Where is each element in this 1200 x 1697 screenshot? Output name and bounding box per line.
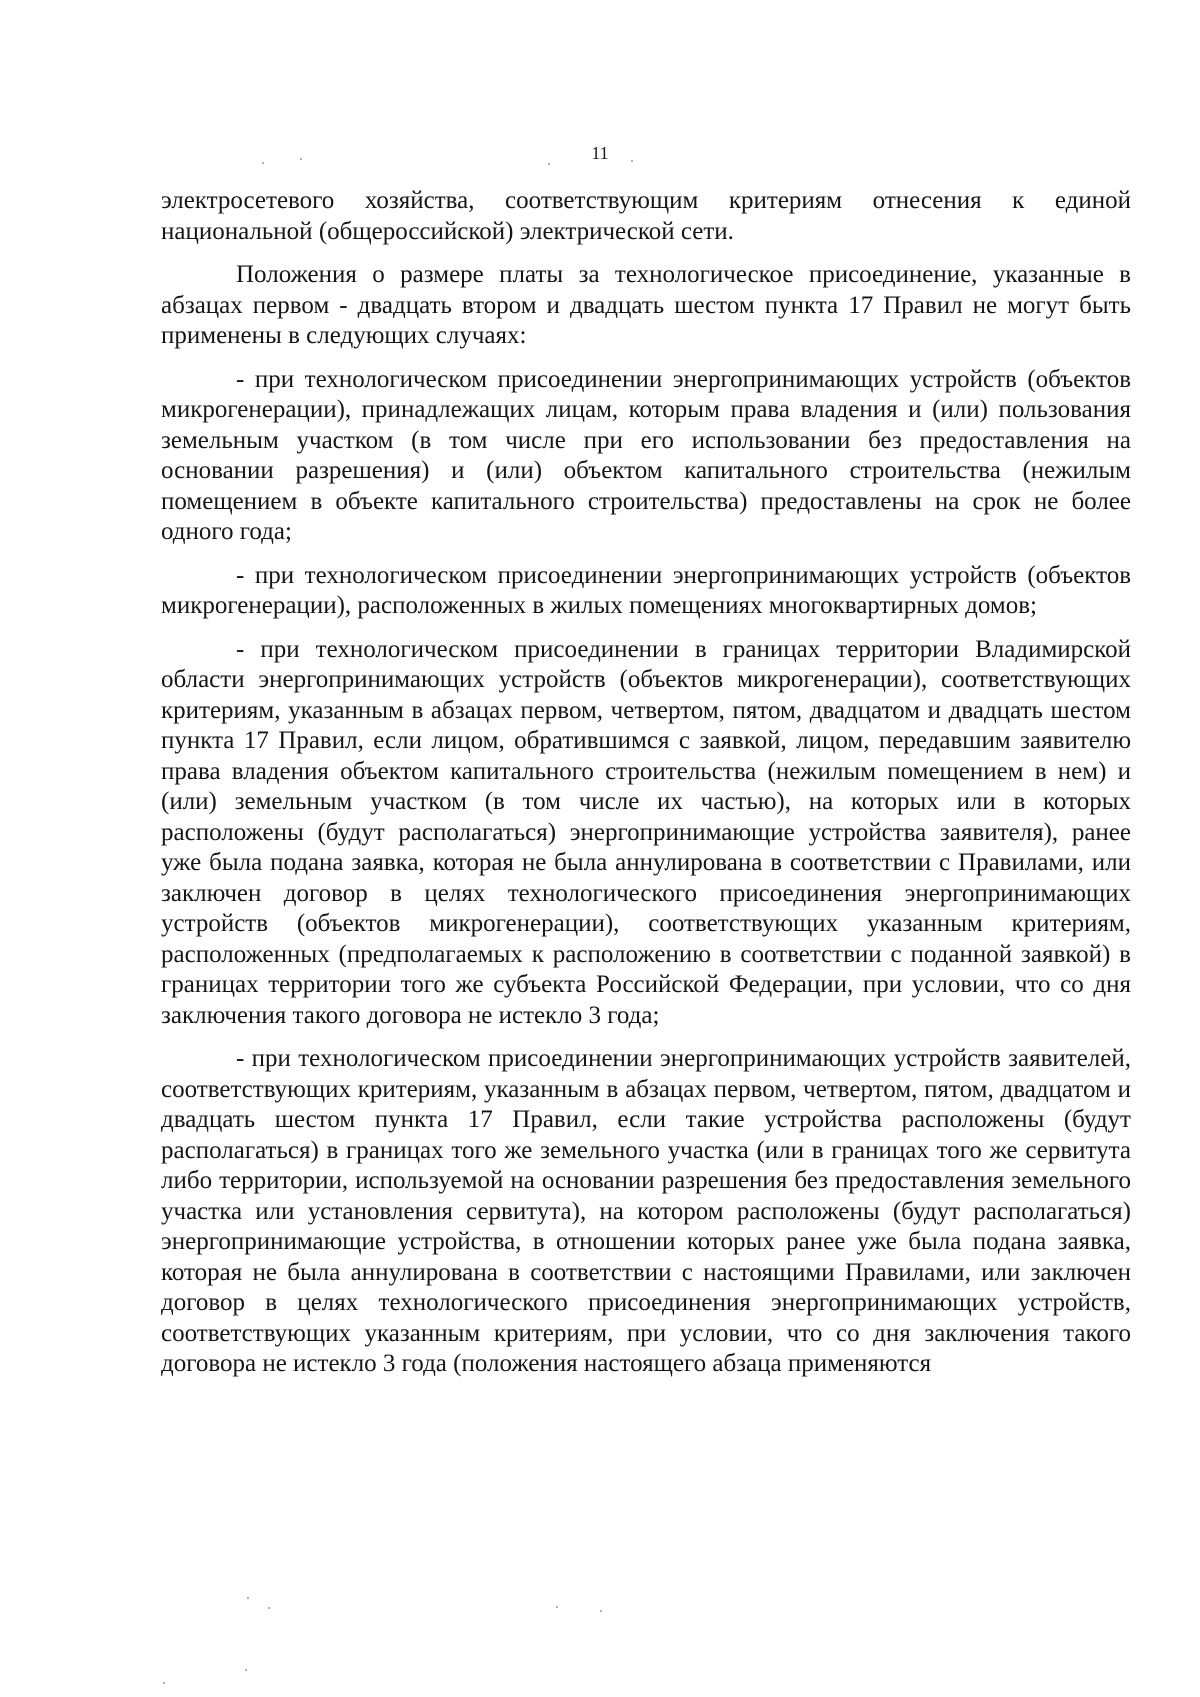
scan-speck bbox=[556, 1606, 558, 1608]
document-body bbox=[161, 186, 1131, 1393]
scan-speck bbox=[247, 1597, 249, 1599]
scan-speck bbox=[600, 1610, 602, 1612]
paragraph-provisions-intro: Положения о размере платы за технологическое присоединение, указанные в абзацах первом - двадцать втором и двадцать шестом пункта 17 Правил не могут быть применены в следующих случаях: bbox=[161, 261, 1131, 349]
paragraph-case-vladimir-region: - при технологическом присоединении в границах территории Владимирской области энергопринимающих устройств (объектов микрогенерации), соответствующих критериям, указанным в абзацах первом, четвертом, пятом, двадцатом и двадцать шестом пункта 17 Правил, если лицом, обратившимся с заявкой, лицом, передавшим заявителю права владения объектом капитального строительства (нежилым помещением в нем) и (или) земельным участком (в том числе их частью), на которых или в которых расположены (будут располагаться) энергопринимающие устройства заявителя), ранее уже была подана заявка, которая не была аннулирована в соответствии с Правилами, или заключен договор в целях технологического присоединения энергопринимающих устройств (объектов микрогенерации), соответствующих указанным критериям, расположенных (предполагаемых к расположению в соответствии с поданной заявкой) в границах территории того же субъекта Российской Федерации, при условии, что со дня заключения такого договора не истекло 3 года; bbox=[161, 635, 1131, 1029]
paragraph-case-same-land-plot: - при технологическом присоединении энергопринимающих устройств заявителей, соответствующих критериям, указанным в абзацах первом, четвертом, пятом, двадцатом и двадцать шестом пункта 17 Правил, если такие устройства расположены (будут располагаться) в границах того же земельного участка (или в границах того же сервитута либо территории, используемой на основании разрешения без предоставления земельного участка или установления сервитута), на котором расположены (будут располагаться) энергопринимающие устройства, в отношении которых ранее уже была подана заявка, которая не была аннулирована в соответствии с настоящими Правилами, или заключен договор в целях технологического присоединения энергопринимающих устройств, соответствующих указанным критериям, при условии, что со дня заключения такого договора не истекло 3 года (положения настоящего абзаца применяются bbox=[161, 1045, 1131, 1377]
scan-speck bbox=[631, 160, 633, 162]
scan-speck bbox=[163, 1682, 165, 1684]
scan-speck bbox=[268, 1607, 270, 1609]
paragraph-continuation: электросетевого хозяйства, соответствующим критериям отнесения к единой национальной (общероссийской) электрической сети. bbox=[161, 187, 1131, 245]
page-number: 11 bbox=[591, 143, 609, 163]
scan-speck bbox=[548, 163, 550, 165]
scan-speck bbox=[262, 162, 264, 164]
scan-speck bbox=[300, 158, 302, 160]
scan-speck bbox=[245, 1669, 247, 1671]
paragraph-case-short-term-rights: - при технологическом присоединении энергопринимающих устройств (объектов микрогенерации), принадлежащих лицам, которым права владения и (или) пользования земельным участком (в том числе при его использовании без предоставления на основании разрешения) и (или) объектом капитального строительства (нежилым помещением в объекте капитального строительства) предоставлены на срок не более одного года; bbox=[161, 365, 1131, 545]
paragraph-case-apartment-buildings: - при технологическом присоединении энергопринимающих устройств (объектов микрогенерации), расположенных в жилых помещениях многоквартирных домов; bbox=[161, 561, 1131, 619]
